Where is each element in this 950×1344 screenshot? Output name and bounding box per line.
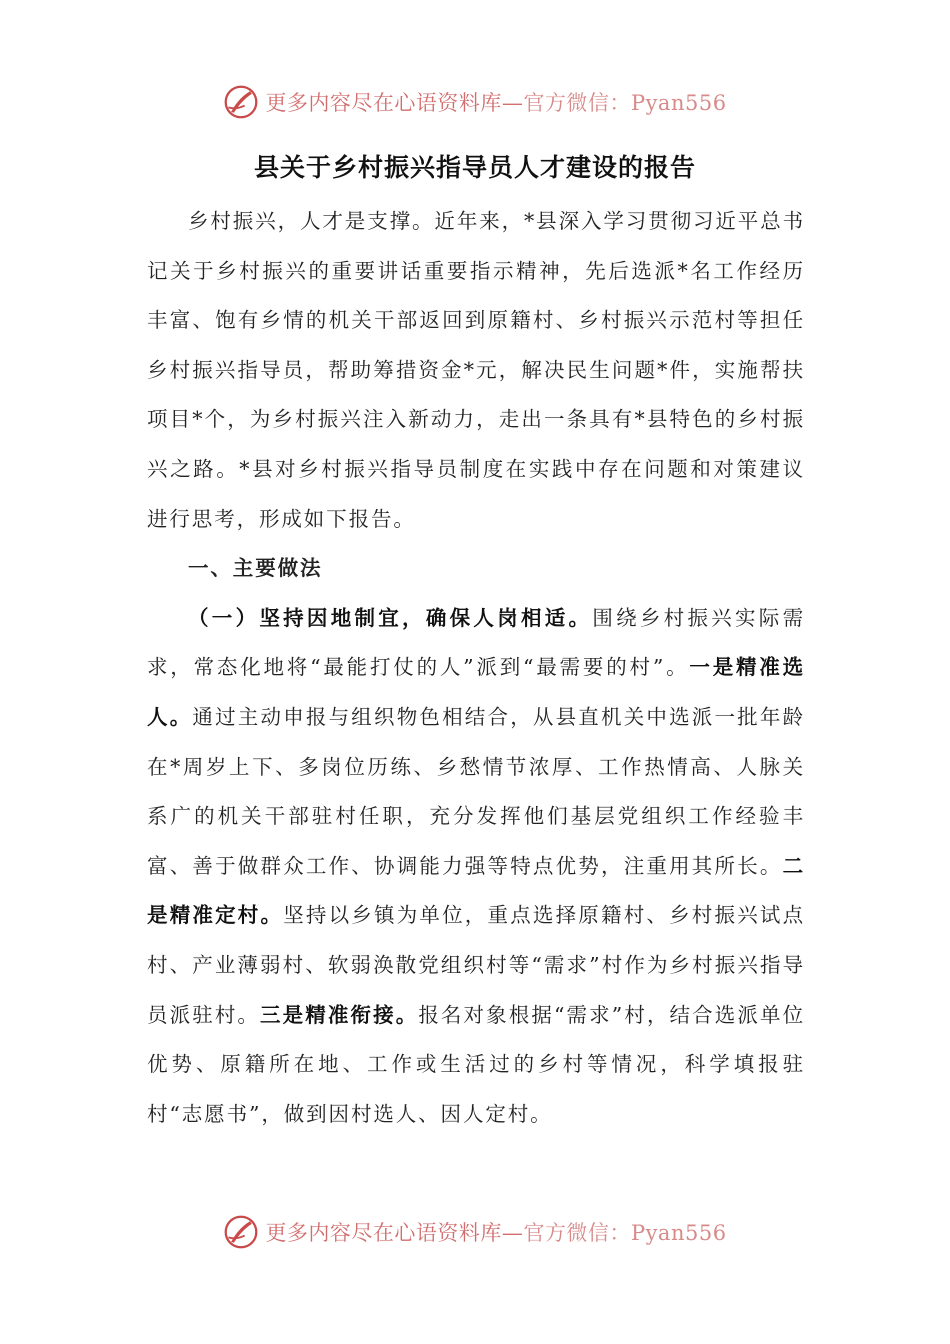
point-1-heading: 一是精准选人。 [147, 655, 806, 729]
document-title: 县关于乡村振兴指导员人才建设的报告 [253, 153, 696, 182]
subsection-lead: （一）坚持因地制宜，确保人岗相适。 [188, 605, 593, 630]
subsection-text-4: 报名对象根据“需求”村，结合选派单位优势、原籍所在地、工作或生活过的乡村等情况，科学填报驻村“志愿书”，做到因村选人、因人定村。 [147, 1002, 805, 1126]
document-body [147, 197, 805, 1139]
section-heading: 一、主要做法 [188, 556, 323, 581]
subsection-text-3: 坚持以乡镇为单位，重点选择原籍村、乡村振兴试点村、产业薄弱村、软弱涣散党组织村等“需求”村作为乡村振兴指导员派驻村。 [147, 903, 805, 1027]
subsection-paragraph [147, 594, 805, 1140]
banner-wechat-label: 官方微信： [523, 1221, 631, 1245]
banner-library-text: 更多内容尽在心语资料库— [265, 1221, 524, 1245]
point-3-heading: 三是精准衔接。 [260, 1002, 419, 1027]
subsection-text-2: 通过主动申报与组织物色相结合，从县直机关中选派一批年龄在*周岁上下、多岗位历练、乡愁情节浓厚、工作热情高、人脉关系广的机关干部驻村任职，充分发挥他们基层党组织工作经验丰富、善于做群众工作、协调能力强等特点优势，注重用其所长。 [147, 704, 805, 878]
subsection-text-1: 围绕乡村振兴实际需求，常态化地将“最能打仗的人”派到“最需要的村”。 [147, 605, 805, 680]
intro-paragraph: 乡村振兴，人才是支撑。近年来，*县深入学习贯彻习近平总书记关于乡村振兴的重要讲话重要指示精神，先后选派*名工作经历丰富、饱有乡情的机关干部返回到原籍村、乡村振兴示范村等担任乡村振兴指导员，帮助筹措资金*元，解决民生问题*件，实施帮扶项目*个，为乡村振兴注入新动力，走出一条具有*县特色的乡村振兴之路。*县对乡村振兴指导员制度在实践中存在问题和对策建议进行思考，形成如下报告。 [147, 209, 805, 531]
banner-text [265, 87, 726, 117]
pen-nib-logo-icon [223, 84, 259, 120]
banner-library-text: 更多内容尽在心语资料库— [265, 91, 524, 115]
banner-wechat-id: Pyan556 [630, 1221, 727, 1245]
banner-wechat-label: 官方微信： [523, 91, 631, 115]
banner-text [265, 1217, 726, 1247]
header-banner [0, 82, 950, 122]
pen-nib-logo-icon [223, 1214, 259, 1250]
point-2-heading: 二是精准定村。 [147, 853, 805, 928]
footer-banner [0, 1212, 950, 1252]
banner-wechat-id: Pyan556 [630, 91, 727, 115]
